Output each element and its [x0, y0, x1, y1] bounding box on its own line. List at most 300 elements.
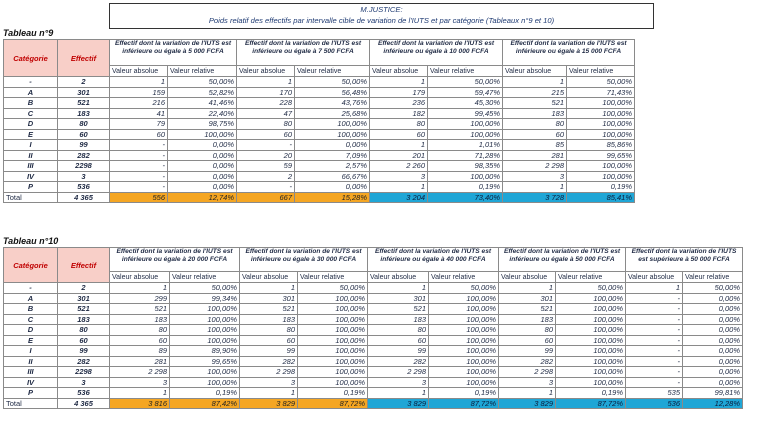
cell-valeur-absolue: - — [626, 325, 683, 336]
cell-valeur-relative: 100,00% — [567, 119, 635, 130]
cell-valeur-relative: 50,00% — [556, 283, 626, 294]
cell-valeur-relative: 100,00% — [556, 356, 626, 367]
cell-valeur-absolue: 1 — [110, 283, 170, 294]
subheader-row — [4, 272, 743, 283]
cell-valeur-absolue: 1 — [110, 77, 168, 88]
group-header: Effectif dont la variation de l'IUTS est inférieure ou égale à 15 000 FCFA — [503, 40, 635, 66]
row-effectif: 301 — [58, 87, 110, 98]
cell-valeur-absolue: 60 — [370, 129, 428, 140]
table-row — [4, 87, 635, 98]
cell-valeur-relative: 50,00% — [429, 283, 499, 294]
cell-valeur-absolue: 2 298 — [503, 161, 567, 172]
cell-valeur-absolue: 2 — [237, 171, 295, 182]
cell-valeur-absolue: 183 — [240, 314, 298, 325]
table-row — [4, 388, 743, 399]
total-valeur-relative: 87,72% — [429, 398, 499, 409]
table-row — [4, 108, 635, 119]
cell-valeur-absolue: 1 — [499, 388, 556, 399]
cell-valeur-relative: 100,00% — [298, 356, 368, 367]
cell-valeur-relative: 100,00% — [428, 119, 503, 130]
total-valeur-absolue: 3 816 — [110, 398, 170, 409]
cell-valeur-absolue: 80 — [368, 325, 429, 336]
cell-valeur-absolue: 1 — [110, 388, 170, 399]
cell-valeur-relative: 100,00% — [170, 367, 240, 378]
cell-valeur-absolue: 182 — [370, 108, 428, 119]
row-categorie: E — [4, 335, 58, 346]
group-header: Effectif dont la variation de l'IUTS est inférieure ou égale à 20 000 FCFA — [110, 248, 240, 272]
table-row — [4, 161, 635, 172]
cell-valeur-absolue: 299 — [110, 293, 170, 304]
cell-valeur-absolue: 1 — [370, 182, 428, 193]
cell-valeur-absolue: 1 — [499, 283, 556, 294]
header-effectif: Effectif — [58, 248, 110, 283]
row-effectif: 282 — [58, 150, 110, 161]
row-effectif: 80 — [58, 119, 110, 130]
row-effectif: 60 — [58, 129, 110, 140]
cell-valeur-relative: 100,00% — [556, 293, 626, 304]
row-effectif: 99 — [58, 140, 110, 151]
cell-valeur-relative: 100,00% — [298, 293, 368, 304]
row-effectif: 99 — [58, 346, 110, 357]
table-row — [4, 356, 743, 367]
cell-valeur-absolue: 183 — [503, 108, 567, 119]
cell-valeur-relative: 85,86% — [567, 140, 635, 151]
cell-valeur-relative: 100,00% — [429, 314, 499, 325]
cell-valeur-absolue: - — [626, 314, 683, 325]
table-row — [4, 182, 635, 193]
subheader-valeur-relative: Valeur relative — [295, 66, 370, 77]
cell-valeur-relative: 0,00% — [683, 335, 743, 346]
cell-valeur-relative: 99,65% — [170, 356, 240, 367]
cell-valeur-absolue: 521 — [503, 98, 567, 109]
cell-valeur-relative: 100,00% — [429, 325, 499, 336]
cell-valeur-relative: 100,00% — [567, 129, 635, 140]
cell-valeur-absolue: 99 — [240, 346, 298, 357]
cell-valeur-relative: 1,01% — [428, 140, 503, 151]
subheader-valeur-absolue: Valeur absolue — [368, 272, 429, 283]
cell-valeur-absolue: 60 — [368, 335, 429, 346]
cell-valeur-absolue: - — [237, 182, 295, 193]
group-header: Effectif dont la variation de l'IUTS est inférieure ou égale à 30 000 FCFA — [240, 248, 368, 272]
row-effectif: 536 — [58, 388, 110, 399]
cell-valeur-absolue: 216 — [110, 98, 168, 109]
cell-valeur-absolue: 80 — [499, 325, 556, 336]
cell-valeur-relative: 71,43% — [567, 87, 635, 98]
cell-valeur-absolue: 521 — [240, 304, 298, 315]
cell-valeur-absolue: 535 — [626, 388, 683, 399]
cell-valeur-relative: 100,00% — [429, 356, 499, 367]
cell-valeur-absolue: 301 — [240, 293, 298, 304]
table-row — [4, 150, 635, 161]
cell-valeur-absolue: 85 — [503, 140, 567, 151]
cell-valeur-relative: 100,00% — [429, 367, 499, 378]
cell-valeur-relative: 100,00% — [170, 335, 240, 346]
cell-valeur-absolue: 3 — [503, 171, 567, 182]
row-categorie: A — [4, 87, 58, 98]
cell-valeur-absolue: 236 — [370, 98, 428, 109]
cell-valeur-absolue: 1 — [370, 77, 428, 88]
cell-valeur-relative: 100,00% — [170, 325, 240, 336]
subheader-valeur-absolue: Valeur absolue — [626, 272, 683, 283]
cell-valeur-absolue: 282 — [499, 356, 556, 367]
cell-valeur-absolue: 20 — [237, 150, 295, 161]
cell-valeur-relative: 0,19% — [428, 182, 503, 193]
total-valeur-relative: 85,41% — [567, 192, 635, 203]
cell-valeur-absolue: 1 — [626, 283, 683, 294]
subheader-valeur-relative: Valeur relative — [428, 66, 503, 77]
cell-valeur-absolue: 201 — [370, 150, 428, 161]
cell-valeur-relative: 0,00% — [295, 140, 370, 151]
total-valeur-absolue: 3 204 — [370, 192, 428, 203]
cell-valeur-relative: 100,00% — [170, 314, 240, 325]
group-header: Effectif dont la variation de l'IUTS est inférieure ou égale à 5 000 FCFA — [110, 40, 237, 66]
cell-valeur-relative: 50,00% — [683, 283, 743, 294]
cell-valeur-absolue: 2 298 — [110, 367, 170, 378]
cell-valeur-relative: 0,00% — [168, 161, 237, 172]
cell-valeur-relative: 100,00% — [298, 335, 368, 346]
row-categorie: E — [4, 129, 58, 140]
cell-valeur-relative: 0,00% — [683, 367, 743, 378]
row-effectif: 80 — [58, 325, 110, 336]
row-categorie: III — [4, 367, 58, 378]
cell-valeur-absolue: - — [237, 140, 295, 151]
subheader-valeur-absolue: Valeur absolue — [110, 66, 168, 77]
cell-valeur-absolue: 3 — [110, 377, 170, 388]
cell-valeur-absolue: 215 — [503, 87, 567, 98]
cell-valeur-relative: 100,00% — [298, 314, 368, 325]
cell-valeur-absolue: 3 — [240, 377, 298, 388]
title-line-1: M.JUSTICE: — [360, 5, 403, 14]
table-row — [4, 367, 743, 378]
row-categorie: III — [4, 161, 58, 172]
cell-valeur-absolue: 80 — [237, 119, 295, 130]
cell-valeur-absolue: 60 — [237, 129, 295, 140]
row-effectif: 2298 — [58, 367, 110, 378]
cell-valeur-absolue: 99 — [499, 346, 556, 357]
total-valeur-absolue: 536 — [626, 398, 683, 409]
cell-valeur-absolue: 79 — [110, 119, 168, 130]
cell-valeur-relative: 0,19% — [298, 388, 368, 399]
cell-valeur-relative: 100,00% — [295, 129, 370, 140]
cell-valeur-relative: 50,00% — [428, 77, 503, 88]
cell-valeur-absolue: - — [110, 140, 168, 151]
cell-valeur-absolue: 2 298 — [499, 367, 556, 378]
total-valeur-absolue: 667 — [237, 192, 295, 203]
row-categorie: B — [4, 98, 58, 109]
cell-valeur-absolue: 3 — [370, 171, 428, 182]
cell-valeur-absolue: 3 — [499, 377, 556, 388]
cell-valeur-relative: 100,00% — [295, 119, 370, 130]
cell-valeur-absolue: 1 — [503, 77, 567, 88]
tableau-10 — [3, 247, 743, 409]
cell-valeur-relative: 0,19% — [567, 182, 635, 193]
total-effectif: 4 365 — [58, 398, 110, 409]
cell-valeur-relative: 99,34% — [170, 293, 240, 304]
cell-valeur-relative: 2,57% — [295, 161, 370, 172]
cell-valeur-absolue: 1 — [368, 283, 429, 294]
cell-valeur-relative: 100,00% — [298, 346, 368, 357]
cell-valeur-relative: 99,81% — [683, 388, 743, 399]
cell-valeur-relative: 66,67% — [295, 171, 370, 182]
row-effectif: 521 — [58, 304, 110, 315]
cell-valeur-absolue: 183 — [368, 314, 429, 325]
cell-valeur-relative: 59,47% — [428, 87, 503, 98]
cell-valeur-relative: 0,19% — [170, 388, 240, 399]
row-effectif: 282 — [58, 356, 110, 367]
table-row — [4, 335, 743, 346]
row-categorie: IV — [4, 171, 58, 182]
subheader-valeur-absolue: Valeur absolue — [370, 66, 428, 77]
subheader-valeur-relative: Valeur relative — [567, 66, 635, 77]
cell-valeur-relative: 0,00% — [683, 325, 743, 336]
cell-valeur-absolue: - — [626, 335, 683, 346]
cell-valeur-relative: 100,00% — [556, 367, 626, 378]
cell-valeur-relative: 50,00% — [168, 77, 237, 88]
cell-valeur-absolue: - — [110, 171, 168, 182]
total-row — [4, 192, 635, 203]
group-header: Effectif dont la variation de l'IUTS est inférieure ou égale à 50 000 FCFA — [499, 248, 626, 272]
cell-valeur-absolue: 521 — [499, 304, 556, 315]
cell-valeur-relative: 50,00% — [298, 283, 368, 294]
cell-valeur-relative: 100,00% — [429, 346, 499, 357]
subheader-valeur-relative: Valeur relative — [170, 272, 240, 283]
subheader-valeur-relative: Valeur relative — [298, 272, 368, 283]
title-line-2: Poids relatif des effectifs par intervalle cible de variation de l'IUTS et par catégorie (Tableaux n°9 et 10) — [208, 16, 555, 25]
row-categorie: C — [4, 108, 58, 119]
cell-valeur-relative: 41,46% — [168, 98, 237, 109]
table-row — [4, 171, 635, 182]
cell-valeur-absolue: 1 — [240, 388, 298, 399]
cell-valeur-relative: 100,00% — [429, 304, 499, 315]
cell-valeur-absolue: 47 — [237, 108, 295, 119]
row-categorie: IV — [4, 377, 58, 388]
cell-valeur-absolue: 301 — [368, 293, 429, 304]
table-row — [4, 140, 635, 151]
cell-valeur-relative: 0,00% — [168, 182, 237, 193]
cell-valeur-relative: 100,00% — [170, 377, 240, 388]
header-row — [4, 40, 635, 66]
cell-valeur-absolue: 281 — [503, 150, 567, 161]
total-label: Total — [4, 398, 58, 409]
header-row — [4, 248, 743, 272]
total-valeur-relative: 87,42% — [170, 398, 240, 409]
cell-valeur-absolue: - — [626, 304, 683, 315]
table-row — [4, 325, 743, 336]
table-row — [4, 304, 743, 315]
cell-valeur-relative: 100,00% — [556, 346, 626, 357]
cell-valeur-relative: 100,00% — [428, 129, 503, 140]
cell-valeur-relative: 100,00% — [428, 171, 503, 182]
total-valeur-relative: 12,28% — [683, 398, 743, 409]
cell-valeur-absolue: 60 — [110, 129, 168, 140]
total-valeur-relative: 87,72% — [298, 398, 368, 409]
cell-valeur-absolue: 60 — [499, 335, 556, 346]
cell-valeur-absolue: 282 — [368, 356, 429, 367]
cell-valeur-absolue: 282 — [240, 356, 298, 367]
cell-valeur-absolue: 80 — [110, 325, 170, 336]
cell-valeur-relative: 100,00% — [556, 304, 626, 315]
row-effectif: 2 — [58, 77, 110, 88]
total-row — [4, 398, 743, 409]
row-effectif: 183 — [58, 108, 110, 119]
cell-valeur-relative: 0,00% — [683, 314, 743, 325]
cell-valeur-relative: 0,00% — [295, 182, 370, 193]
cell-valeur-relative: 100,00% — [567, 161, 635, 172]
cell-valeur-relative: 100,00% — [567, 171, 635, 182]
row-categorie: I — [4, 346, 58, 357]
cell-valeur-relative: 100,00% — [556, 325, 626, 336]
table-row — [4, 283, 743, 294]
cell-valeur-relative: 0,00% — [168, 171, 237, 182]
tableau-9-label: Tableau n°9 — [3, 28, 54, 38]
cell-valeur-absolue: 60 — [110, 335, 170, 346]
table-row — [4, 77, 635, 88]
cell-valeur-absolue: 179 — [370, 87, 428, 98]
header-effectif: Effectif — [58, 40, 110, 77]
cell-valeur-absolue: 59 — [237, 161, 295, 172]
cell-valeur-relative: 22,40% — [168, 108, 237, 119]
table-row — [4, 377, 743, 388]
row-categorie: A — [4, 293, 58, 304]
cell-valeur-absolue: 228 — [237, 98, 295, 109]
cell-valeur-absolue: 80 — [370, 119, 428, 130]
cell-valeur-absolue: 183 — [110, 314, 170, 325]
cell-valeur-relative: 50,00% — [567, 77, 635, 88]
total-valeur-absolue: 3 829 — [499, 398, 556, 409]
table-row — [4, 98, 635, 109]
cell-valeur-absolue: - — [626, 293, 683, 304]
cell-valeur-absolue: 60 — [240, 335, 298, 346]
group-header: Effectif dont la variation de l'IUTS est supérieure à 50 000 FCFA — [626, 248, 743, 272]
cell-valeur-absolue: 159 — [110, 87, 168, 98]
row-effectif: 521 — [58, 98, 110, 109]
cell-valeur-relative: 100,00% — [567, 108, 635, 119]
total-valeur-relative: 12,74% — [168, 192, 237, 203]
cell-valeur-relative: 100,00% — [429, 377, 499, 388]
subheader-valeur-relative: Valeur relative — [429, 272, 499, 283]
cell-valeur-absolue: 521 — [110, 304, 170, 315]
cell-valeur-absolue: 80 — [503, 119, 567, 130]
cell-valeur-relative: 99,65% — [567, 150, 635, 161]
cell-valeur-relative: 25,68% — [295, 108, 370, 119]
cell-valeur-absolue: 301 — [499, 293, 556, 304]
cell-valeur-absolue: - — [110, 150, 168, 161]
cell-valeur-absolue: 2 260 — [370, 161, 428, 172]
row-categorie: - — [4, 283, 58, 294]
row-effectif: 2 — [58, 283, 110, 294]
cell-valeur-relative: 100,00% — [170, 304, 240, 315]
cell-valeur-absolue: 41 — [110, 108, 168, 119]
cell-valeur-relative: 100,00% — [298, 367, 368, 378]
cell-valeur-absolue: 2 298 — [240, 367, 298, 378]
table-row — [4, 346, 743, 357]
subheader-valeur-absolue: Valeur absolue — [499, 272, 556, 283]
cell-valeur-absolue: - — [626, 346, 683, 357]
row-effectif: 183 — [58, 314, 110, 325]
row-effectif: 3 — [58, 171, 110, 182]
cell-valeur-relative: 0,00% — [683, 356, 743, 367]
total-valeur-absolue: 3 728 — [503, 192, 567, 203]
cell-valeur-relative: 43,76% — [295, 98, 370, 109]
row-categorie: I — [4, 140, 58, 151]
cell-valeur-absolue: - — [626, 377, 683, 388]
tableau-10-label: Tableau n°10 — [3, 236, 59, 246]
group-header: Effectif dont la variation de l'IUTS est inférieure ou égale à 7 500 FCFA — [237, 40, 370, 66]
cell-valeur-relative: 100,00% — [556, 314, 626, 325]
row-categorie: - — [4, 77, 58, 88]
cell-valeur-absolue: 2 298 — [368, 367, 429, 378]
cell-valeur-relative: 100,00% — [429, 335, 499, 346]
table-row — [4, 293, 743, 304]
cell-valeur-relative: 100,00% — [567, 98, 635, 109]
cell-valeur-relative: 56,48% — [295, 87, 370, 98]
cell-valeur-absolue: 1 — [503, 182, 567, 193]
cell-valeur-relative: 71,28% — [428, 150, 503, 161]
header-categorie: Catégorie — [4, 248, 58, 283]
cell-valeur-relative: 0,00% — [683, 293, 743, 304]
row-effectif: 60 — [58, 335, 110, 346]
total-effectif: 4 365 — [58, 192, 110, 203]
cell-valeur-relative: 45,30% — [428, 98, 503, 109]
cell-valeur-absolue: 281 — [110, 356, 170, 367]
cell-valeur-relative: 7,09% — [295, 150, 370, 161]
cell-valeur-relative: 100,00% — [298, 325, 368, 336]
table-row — [4, 314, 743, 325]
cell-valeur-relative: 98,75% — [168, 119, 237, 130]
table-row — [4, 129, 635, 140]
cell-valeur-absolue: - — [110, 182, 168, 193]
cell-valeur-absolue: 80 — [240, 325, 298, 336]
group-header: Effectif dont la variation de l'IUTS est inférieure ou égale à 40 000 FCFA — [368, 248, 499, 272]
total-valeur-relative: 73,40% — [428, 192, 503, 203]
cell-valeur-relative: 100,00% — [298, 377, 368, 388]
cell-valeur-relative: 0,00% — [683, 346, 743, 357]
cell-valeur-relative: 0,19% — [556, 388, 626, 399]
row-categorie: P — [4, 388, 58, 399]
cell-valeur-relative: 50,00% — [295, 77, 370, 88]
total-valeur-absolue: 3 829 — [240, 398, 298, 409]
row-effectif: 536 — [58, 182, 110, 193]
cell-valeur-absolue: 99 — [368, 346, 429, 357]
cell-valeur-relative: 0,00% — [168, 150, 237, 161]
cell-valeur-absolue: 183 — [499, 314, 556, 325]
subheader-valeur-absolue: Valeur absolue — [503, 66, 567, 77]
row-effectif: 2298 — [58, 161, 110, 172]
cell-valeur-relative: 100,00% — [298, 304, 368, 315]
cell-valeur-relative: 100,00% — [556, 377, 626, 388]
total-valeur-relative: 87,72% — [556, 398, 626, 409]
cell-valeur-absolue: 60 — [503, 129, 567, 140]
cell-valeur-relative: 100,00% — [168, 129, 237, 140]
header-categorie: Catégorie — [4, 40, 58, 77]
cell-valeur-absolue: 89 — [110, 346, 170, 357]
cell-valeur-absolue: 1 — [368, 388, 429, 399]
total-label: Total — [4, 192, 58, 203]
cell-valeur-absolue: - — [110, 161, 168, 172]
cell-valeur-relative: 99,45% — [428, 108, 503, 119]
cell-valeur-absolue: 3 — [368, 377, 429, 388]
cell-valeur-absolue: 1 — [237, 77, 295, 88]
row-categorie: P — [4, 182, 58, 193]
total-valeur-absolue: 3 829 — [368, 398, 429, 409]
cell-valeur-relative: 100,00% — [556, 335, 626, 346]
row-categorie: B — [4, 304, 58, 315]
subheader-valeur-absolue: Valeur absolue — [240, 272, 298, 283]
cell-valeur-relative: 52,82% — [168, 87, 237, 98]
cell-valeur-absolue: 170 — [237, 87, 295, 98]
row-categorie: II — [4, 356, 58, 367]
cell-valeur-absolue: 1 — [370, 140, 428, 151]
